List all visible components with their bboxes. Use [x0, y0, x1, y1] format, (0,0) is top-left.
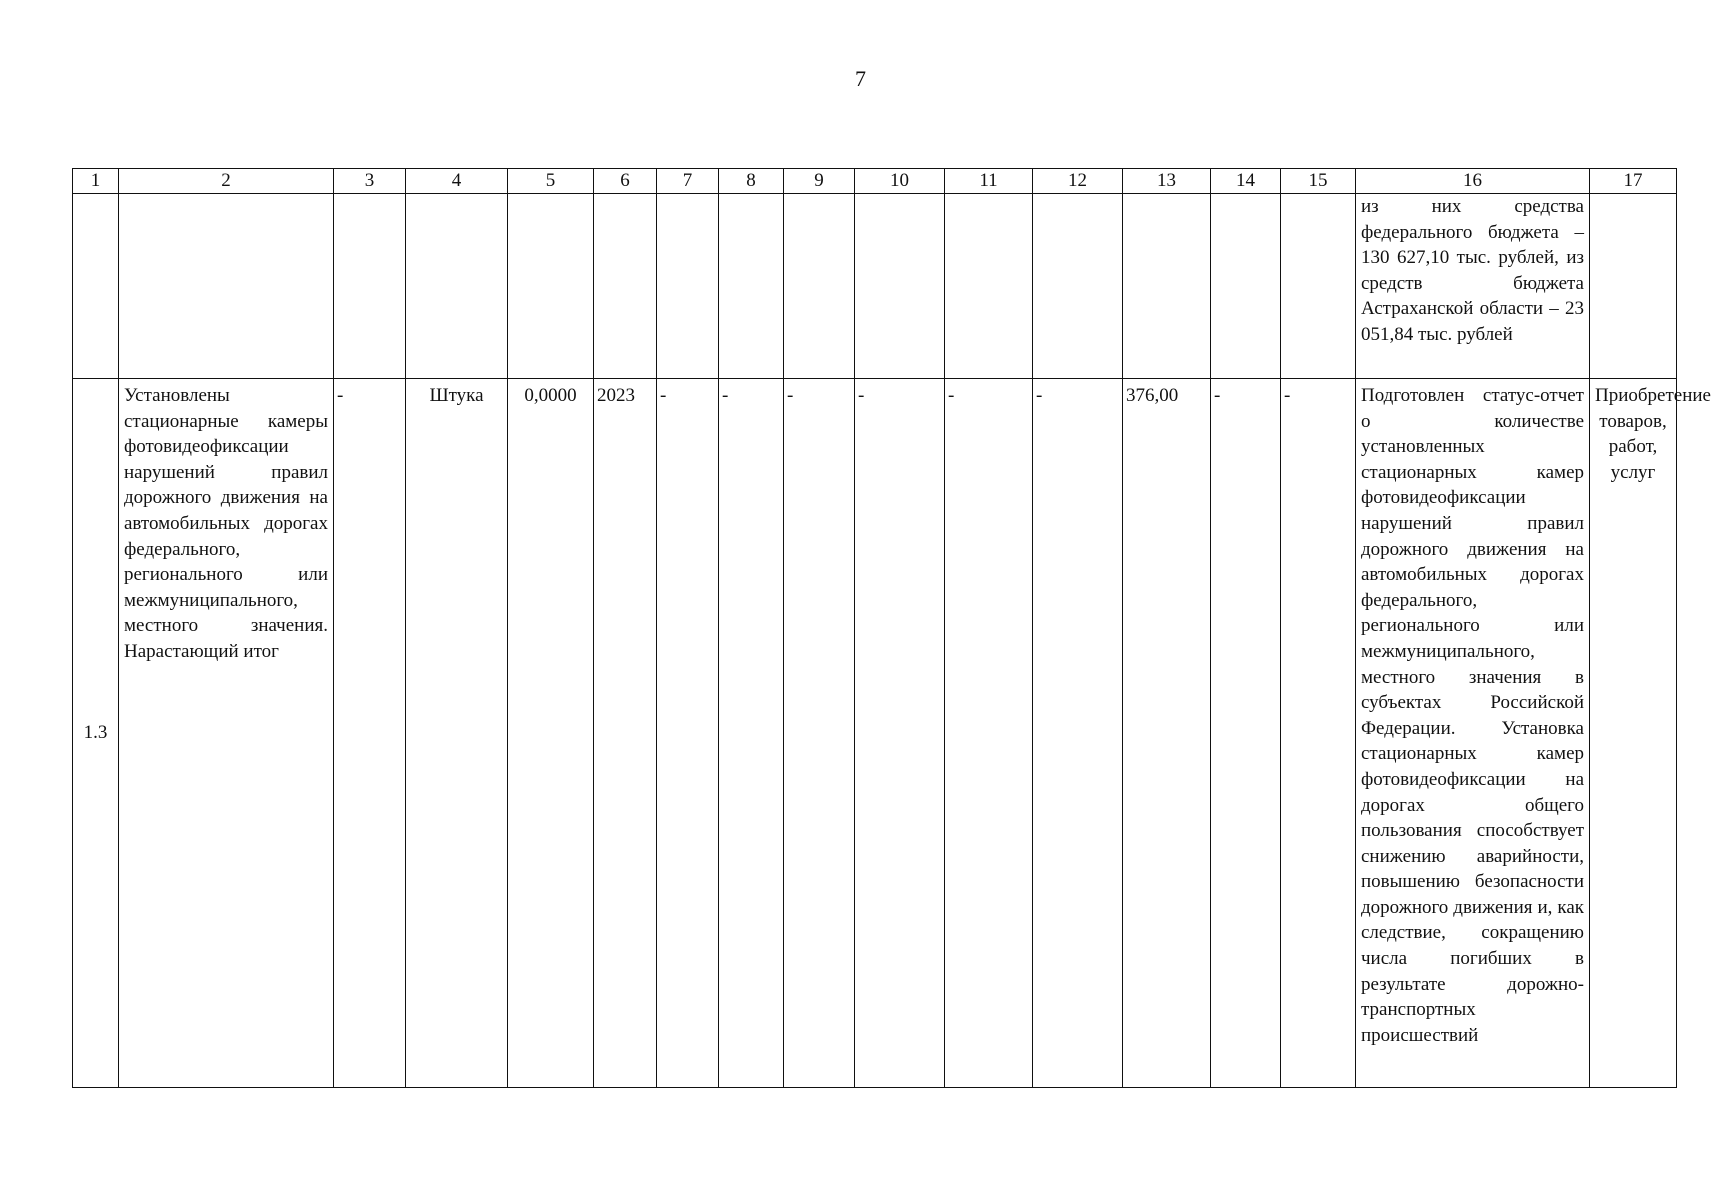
- base-value: 0,0000: [508, 379, 594, 1088]
- header-cell-15: 15: [1281, 169, 1356, 194]
- header-cell-3: 3: [334, 169, 406, 194]
- cell: [945, 194, 1033, 379]
- cell: [406, 194, 508, 379]
- cell: [657, 194, 719, 379]
- header-cell-16: 16: [1356, 169, 1590, 194]
- cell-col12: -: [1033, 379, 1123, 1088]
- cell-col14: -: [1211, 379, 1281, 1088]
- header-cell-5: 5: [508, 169, 594, 194]
- cell: [1033, 194, 1123, 379]
- header-cell-17: 17: [1590, 169, 1677, 194]
- header-cell-14: 14: [1211, 169, 1281, 194]
- row-number: 1.3: [73, 379, 119, 1088]
- cell: [508, 194, 594, 379]
- result-description: Установлены стационарные камеры фотовидеофиксации нарушений правил дорожного движения на автомобильных дорогах федерального, регионального или межмуниципального, местного значения. Нарастающий итог: [119, 379, 334, 1088]
- header-cell-1: 1: [73, 169, 119, 194]
- table-row-continuation: [73, 194, 1677, 379]
- header-cell-7: 7: [657, 169, 719, 194]
- result-characteristics: Подготовлен статус-отчет о количестве установленных стационарных камер фотовидеофиксации нарушений правил дорожного движения на автомобильных дорогах федерального, регионального или межмуниципального, местного значения в субъектах Российской Федерации. Установка стационарных камер фотовидеофиксации на дорогах общего пользования способствует снижению аварийности, повышению безопасности дорожного движения и, как следствие, сокращению числа погибших в результате дорожно-транспортных происшествий: [1356, 379, 1590, 1088]
- cell: [73, 194, 119, 379]
- header-cell-10: 10: [855, 169, 945, 194]
- cell: [1123, 194, 1211, 379]
- header-cell-4: 4: [406, 169, 508, 194]
- measures-table: [72, 168, 1711, 1088]
- funding-sources-text: из них средства федерального бюджета – 130 627,10 тыс. рублей, из средств бюджета Астраханской области – 23 051,84 тыс. рублей: [1356, 194, 1590, 379]
- header-cell-9: 9: [784, 169, 855, 194]
- base-year: 2023: [594, 379, 657, 1088]
- header-cell-2: 2: [119, 169, 334, 194]
- cell: [594, 194, 657, 379]
- cell: [719, 194, 784, 379]
- cell: [1590, 194, 1677, 379]
- cell-col15: -: [1281, 379, 1356, 1088]
- header-cell-13: 13: [1123, 169, 1211, 194]
- page-number: 7: [855, 66, 866, 91]
- header-cell-12: 12: [1033, 169, 1123, 194]
- cell-col9: -: [784, 379, 855, 1088]
- result-type: Приобретение товаров, работ, услуг: [1590, 379, 1677, 1088]
- cell: [1211, 194, 1281, 379]
- cell-col3: -: [334, 379, 406, 1088]
- cell: [855, 194, 945, 379]
- cell-col11: -: [945, 379, 1033, 1088]
- header-row: [73, 169, 1677, 194]
- cell-col10: -: [855, 379, 945, 1088]
- unit-of-measure: Штука: [406, 379, 508, 1088]
- cell: [119, 194, 334, 379]
- header-cell-8: 8: [719, 169, 784, 194]
- header-cell-6: 6: [594, 169, 657, 194]
- cell-col7: -: [657, 379, 719, 1088]
- target-value: 376,00: [1123, 379, 1211, 1088]
- cell-col8: -: [719, 379, 784, 1088]
- cell: [334, 194, 406, 379]
- cell: [1281, 194, 1356, 379]
- header-cell-11: 11: [945, 169, 1033, 194]
- cell: [784, 194, 855, 379]
- table-row: [73, 379, 1677, 1088]
